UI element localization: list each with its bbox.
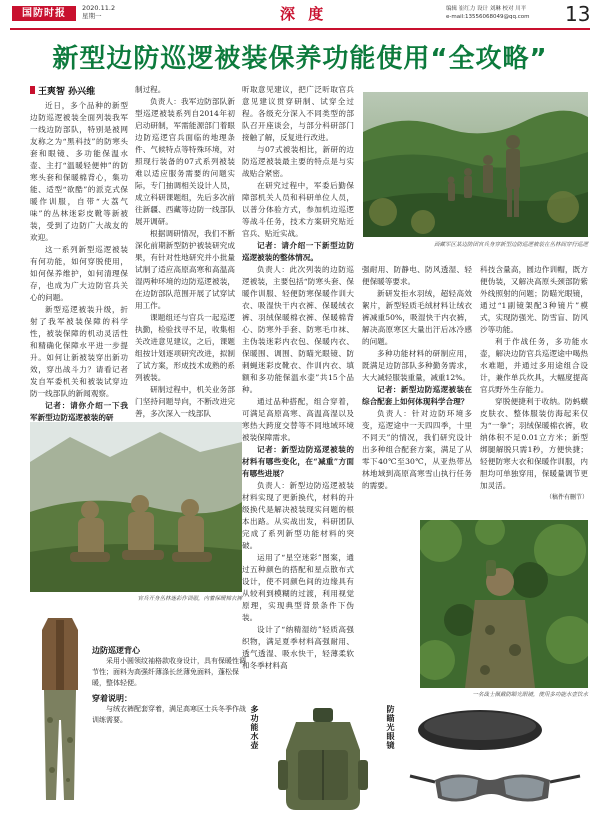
question: 记者：新型边防巡逻被装在综合配套上如何体现科学合理？ — [362, 385, 472, 406]
sidebar-vest-info — [92, 645, 247, 770]
masthead-logo: 国防时报 — [12, 6, 76, 21]
glasses-image — [400, 700, 588, 818]
vest-figure-image — [30, 610, 90, 810]
paragraph: 穿脱便捷利于收纳。防蚂蟥皮肤衣、整体服装仿海起来仅为“一拳”；羽绒保暖棉衣裤，收纳体积不足0.01立方米；新型绑腿解脱只需1秒，方便快捷；轻便防寒大衣和保暖作训服，内胆均可单独穿用，保暖量调节更加灵活。 — [480, 397, 588, 490]
photo-kettle — [268, 700, 378, 818]
page-number: 13 — [565, 2, 591, 26]
paragraph: 负责人：新型边防巡逻被装材料实现了更新换代，材料的升级换代是解决被装现实问题的根本出路。从实战出发，科研团队完成了系列新型功能材料的突破。 — [242, 481, 354, 550]
sidebar-title: 边防巡逻背心 — [92, 645, 140, 655]
article-column-2 — [135, 84, 235, 420]
article-column-3 — [242, 84, 354, 672]
photo-patrol-jungle — [363, 92, 588, 237]
paragraph: 课题组还与官兵一起巡逻执勤，检验找寻不足，收集相关改进意见建议，之后，课题组按计划逐项研究改进，拟制了试方案，形成技术成熟的系列被装。 — [135, 313, 235, 382]
byline: 王爽智 孙兴维 — [38, 87, 96, 97]
photo-soldier-drinking — [420, 520, 588, 688]
paragraph: 研制过程中，机关业务部门坚持问题导向，不断改进完善，多次深入一线部队 — [135, 385, 235, 418]
label-kettle: 多功能水壶 — [250, 705, 260, 750]
paragraph: 设计了“纳精湿纺”轻质高强织物，满足夏季材料高强耐用、透气透湿、吸水快干，轻薄柔软和冬季材料高 — [242, 625, 354, 670]
paragraph: 在研究过程中，军委后勤保障部机关人员和科研单位人员，以普分体验方式，参加机边巡逻等战斗任务，技术方案研究贴近官兵、贴近实战。 — [242, 181, 354, 238]
byline-marker — [30, 86, 35, 94]
sidebar-usage-title: 穿着说明： — [92, 693, 132, 703]
paragraph: 近日，多个品种的新型边防巡逻被装全面列装我军一线边防部队，特别是被网友称之为“黑科技”的防寒头套和眼镜、多功能保温水壶、主打“温暖轻便伸”的防寒头套和保暖棉背心，集功能、适型“欲酷”的派克式保暖作训服，自带“大荔气味”的丛林迷彩皮靴等新被装，受到了边防广大战友的欢迎。 — [30, 101, 128, 242]
paragraph: 运用了“星空迷彩”图案，通过五种颜色的搭配和星点散布式设计，使不同颜色间的边缘具有从较利到模糊的过渡，利用视觉原理，实现典型背景条件下伪装。 — [242, 553, 354, 622]
headline: 新型边防巡逻被装保养功能使用“全攻略” — [52, 44, 548, 74]
paragraph: 负责人：针对边防环境多变，巡逻途中一天四四季，十里不同天”的情况，我们研究设计出多种组合配套方案，满足了从零下40℃至30℃，从亚热带丛林地域到高原高寒雪山执行任务的需要。 — [362, 409, 472, 490]
paragraph: 与07式被装相比，新研的边防巡逻被装最主要的特点是与实战贴合紧密。 — [242, 145, 354, 178]
photo-soldiers-resting — [30, 422, 242, 592]
question: 记者：新型边防巡逻被装的材料有哪些变化，在“减重”方面有哪些进展？ — [242, 445, 354, 478]
paragraph: 新型巡逻被装升级，折射了我军被装保障的科学性，被装保障的机动灵活性和精确化保障水平进一步提升。如何让新被装穿出新功效，穿出战斗力？请看记者发自军委机关和被装试穿边防一线部队的新闻观察。 — [30, 305, 128, 398]
caption-soldier-drinking: 一名战士佩戴防瞄光眼镜，使用多功能水壶饮水 — [472, 692, 588, 698]
paragraph: 新研发拒水羽绒，超轻高效絮片，新型轻质毛绒材料让绒衣裤减重50%，吸湿快干内衣裤，解决高原寒区大量出汗后冰冷感的问题。 — [362, 289, 472, 346]
paragraph: 科技含量高，圆边作训帽，既方便伪装，又解决高原头颈部防紫外线照射的问题；防瞄光眼镜，通过“1副镜架配3种镜片”模式，实现防强光、防雪盲、防风沙等功能。 — [480, 265, 588, 334]
paragraph: 强耐用、防静电、防风透湿、轻便保暖等要求。 — [362, 265, 472, 286]
article-column-1 — [30, 100, 128, 424]
date-line: 2020.11.2 — [82, 4, 116, 12]
soldiers-resting-image — [30, 422, 242, 592]
photo-glasses — [400, 700, 588, 818]
header-divider — [10, 28, 590, 30]
paragraph: 制过程。 — [135, 85, 166, 94]
editor-credits — [446, 5, 562, 21]
caption-soldiers-resting: 官兵开身丛林迷彩作训服，内着保暖棉衣裤 — [137, 596, 242, 602]
editor-names: 编辑 崔红力 设计 刘琳 校对 川平 — [446, 6, 527, 12]
paragraph: 负责人：此次列装的边防巡逻被装，主要包括“防寒头套、保暖作训服、轻便防寒保暖作训大衣、吸湿快干内衣裤、保暖绒衣裤、羽绒保暖棉衣裤、保暖棉背心、防寒外手套、防寒毛巾袜、主伪装迷彩内衣包、保暖内衣、保暖围、调围、防瞄光眼镜、防刺蝇迷彩皮靴衣、作训内衣、填额和多功能保温水壶”共15个品种。 — [242, 265, 354, 394]
article-column-4 — [362, 264, 472, 492]
paragraph: 负责人：我军边防部队新型巡逻被装系列自2014年初启动研制，军需能源部门着眼边防巡逻官兵面临的地理条件、气候特点等特殊环境，对照现行装备的07式系列被装难以适应服务需要的问题实际，专门抽调相关设计人员，成立科研课题组，先后多次前往新疆、西藏等边防一线部队展开调研。 — [135, 97, 235, 226]
kettle-image — [268, 700, 378, 818]
paragraph: 多种功能材料的研制应用，既满足边防部队多种勤务需求，大大减轻服装重量，减重12%。 — [362, 349, 472, 382]
question: 记者：请介绍一下新型边防巡逻被装的整体情况。 — [242, 241, 354, 262]
paragraph: 听取意见建议，把广泛听取官兵意见建议贯穿研制、试穿全过程。各级充分深入不同类型的部队召开座谈会，与部分科研部门接触了解，反复进行改进。 — [242, 85, 354, 142]
sidebar-usage-text: 与绒衣裤配套穿着，满足高寒区士兵冬季作战训练需要。 — [92, 705, 246, 724]
weekday-line: 星期一 — [82, 12, 102, 20]
paragraph: 利于作战任务，多功能水壶，解决边防官兵巡逻途中喝热水难题，并通过多用途组合设计，兼作单兵炊具，大幅度提高官兵野外生存能力。 — [480, 337, 588, 394]
photo-patrol-vest — [30, 610, 90, 810]
soldier-drinking-image — [420, 520, 588, 688]
editor-note: （稿件有删节） — [545, 494, 588, 501]
article-column-5 — [480, 264, 588, 504]
sidebar-description: 采用小圆领纹袖格款收身设计，具有保暖性调节性；面料为高强纤薄涤长丝薄免面料，蓬松保暖，整体轻便。 — [92, 657, 246, 687]
paragraph: 通过品种搭配，组合穿着，可满足高原高寒、高温高湿以及寒热大跨度交替等不同地域环境被装保障需求。 — [242, 397, 354, 442]
section-title: 深 度 — [280, 5, 328, 23]
paragraph: 这一系列新型巡逻被装有何功能，如何穿脱使用，如何保养维护，如何清理保存，也成为广大边防官兵关心的问题。 — [30, 245, 128, 302]
label-glasses: 防瞄光眼镜 — [386, 705, 396, 750]
patrol-jungle-image — [363, 92, 588, 237]
issue-date — [82, 4, 115, 20]
paragraph: 根据调研情况，我们不断深化前期新型防护被装研究成果，有针对性地研究并小批量试制了适应高原高寒和高温高湿两种环境的边防巡逻被装，在边防部队范围开展了试穿试用工作。 — [135, 229, 235, 310]
caption-patrol-jungle: 西藏军区某边防团官兵身穿新型边防巡逻被装在丛林间穿行巡逻 — [433, 242, 588, 248]
editor-email: e-mail:13556068049@qq.com — [446, 14, 530, 20]
question: 记者：请你介绍一下我军新型边防巡逻被装的研 — [30, 401, 128, 422]
